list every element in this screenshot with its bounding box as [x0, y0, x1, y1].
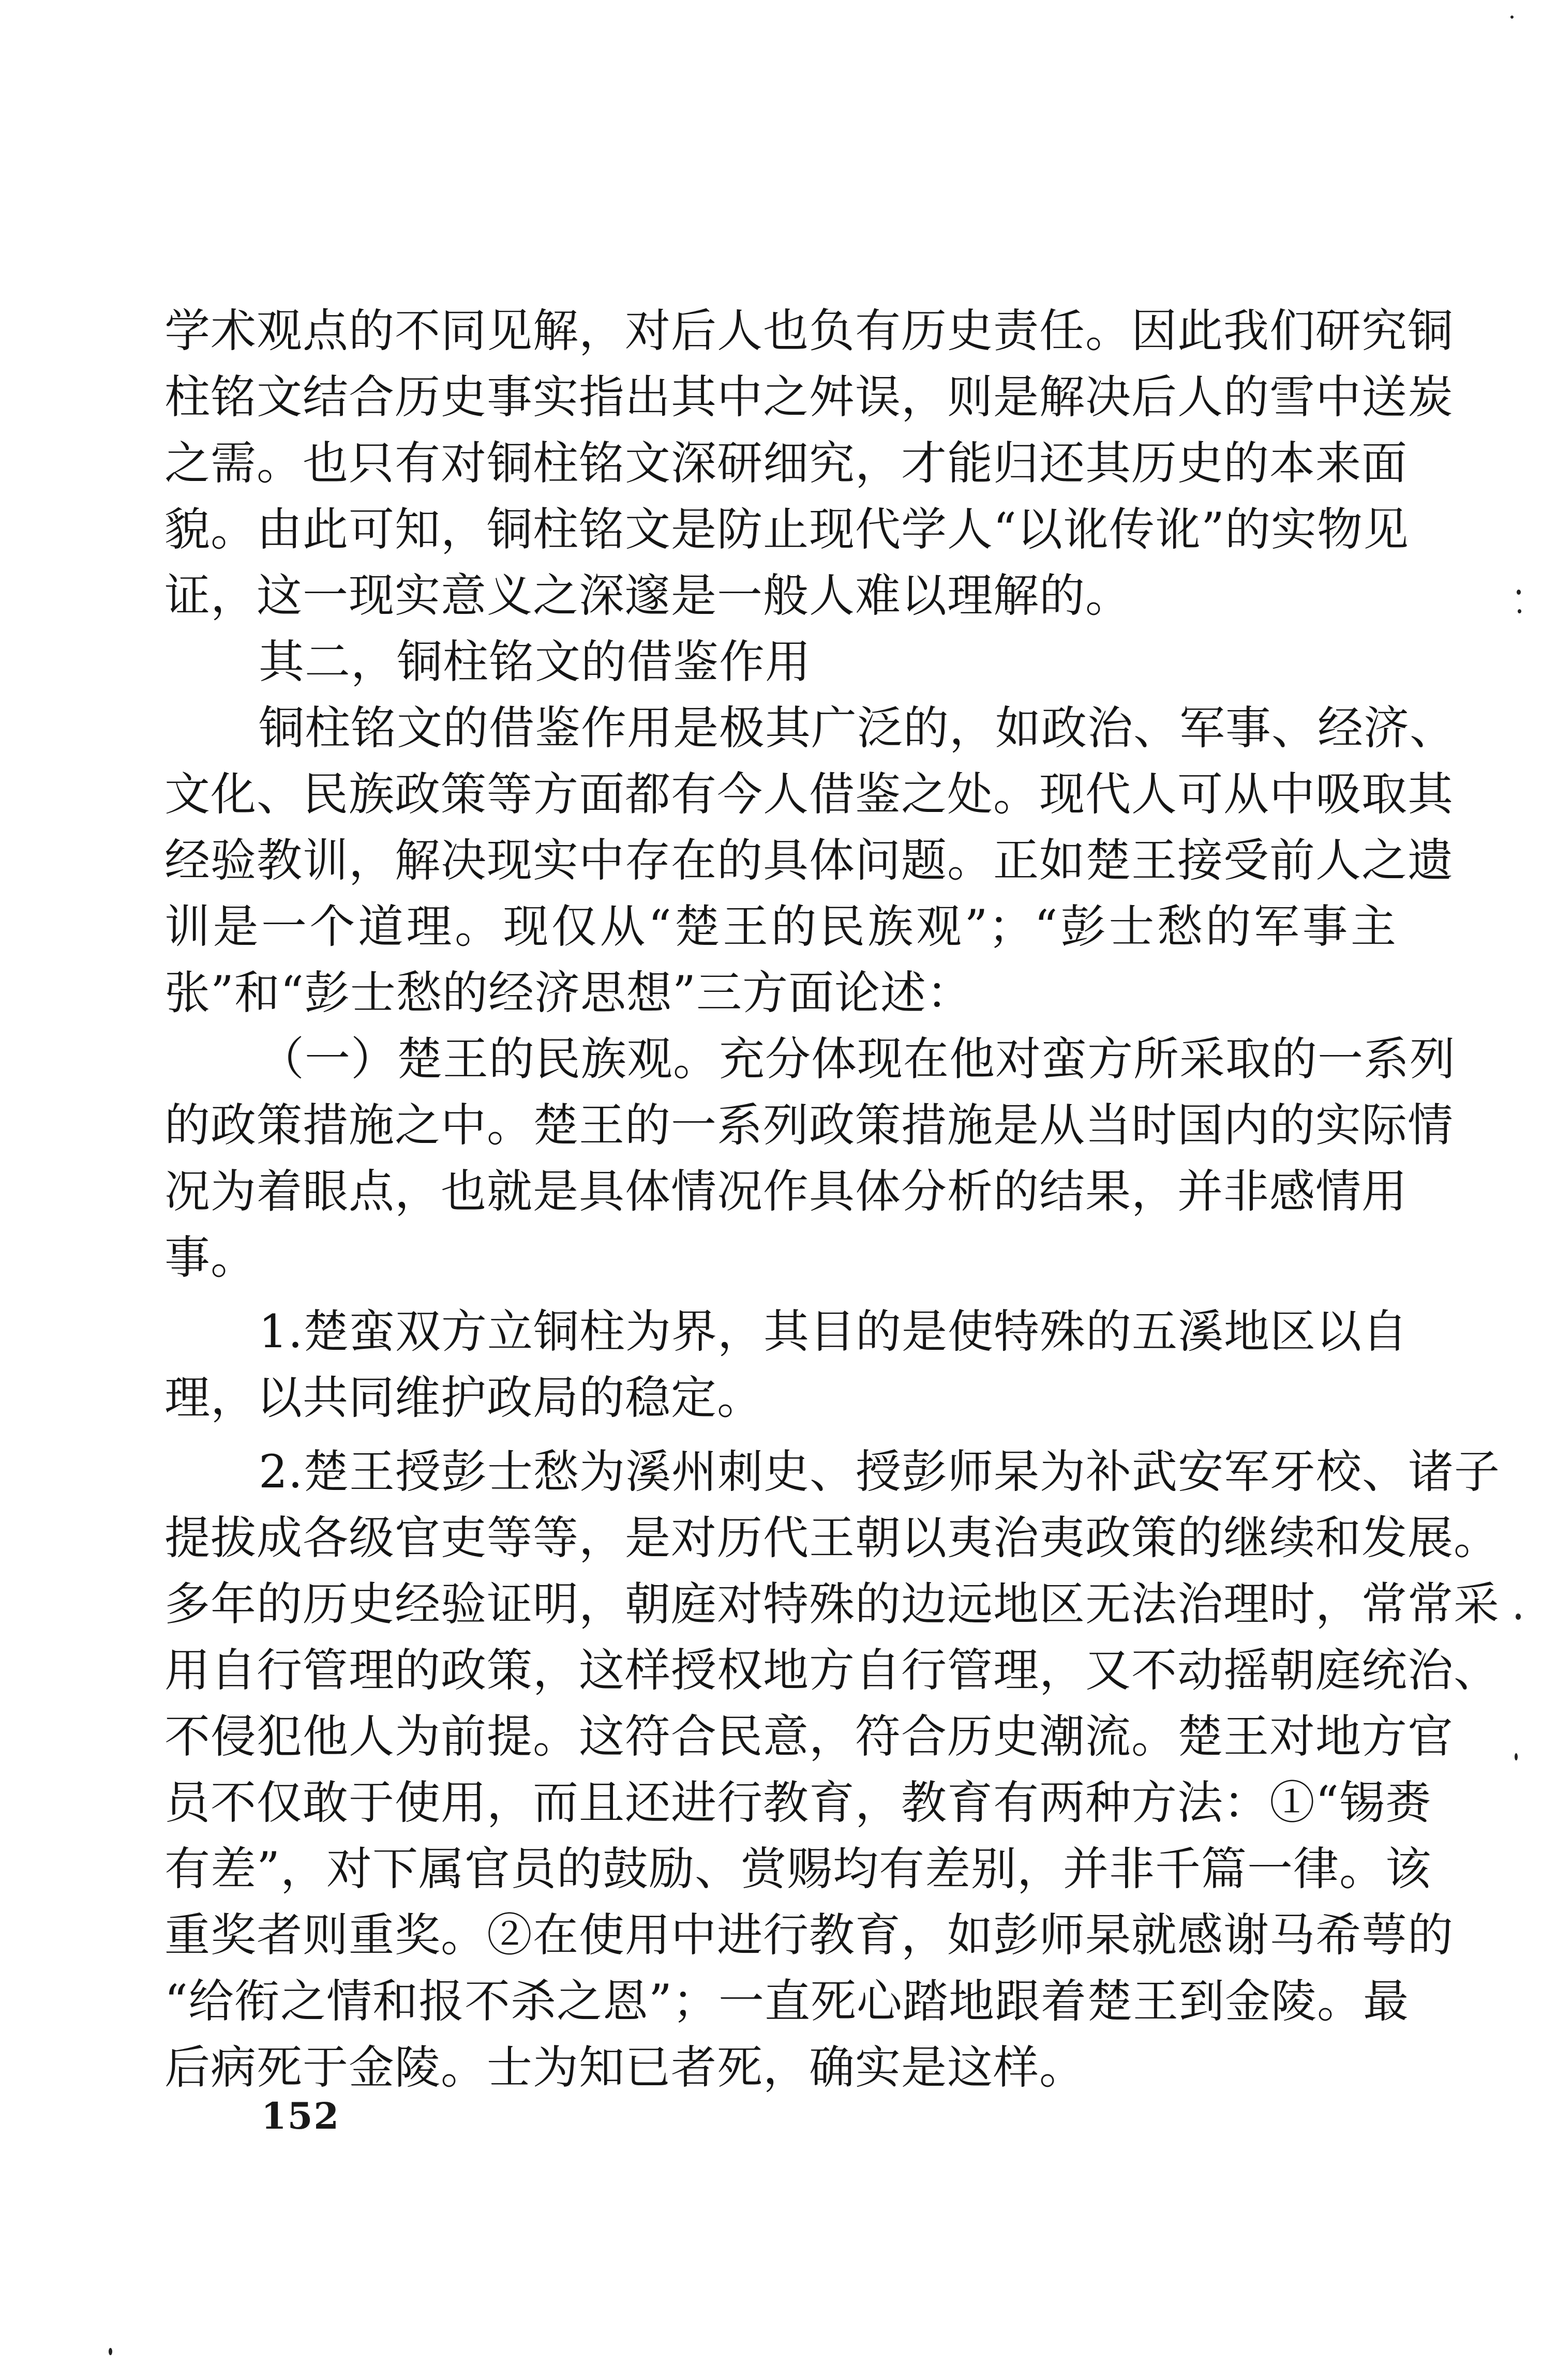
section-heading: 其二，铜柱铭文的借鉴作用: [259, 635, 812, 688]
text-line: 铜柱铭文的借鉴作用是极其广泛的，如政治、军事、经济、: [259, 701, 1456, 755]
text-line: 柱铭文结合历史事实指出其中之舛误，则是解决后人的雪中送炭: [164, 370, 1454, 424]
text-line: 文化、民族政策等方面都有今人借鉴之处。现代人可从中吸取其: [164, 767, 1454, 821]
scan-speck: [109, 2348, 112, 2355]
text-line: 有差”，对下属官员的鼓励、赏赐均有差别，并非千篇一律。该: [164, 1842, 1431, 1895]
text-line: （一）楚王的民族观。充分体现在他对蛮方所采取的一系列: [259, 1032, 1456, 1086]
text-line: 况为着眼点，也就是具体情况作具体分析的结果，并非感情用: [164, 1165, 1408, 1218]
text-line: 的政策措施之中。楚王的一系列政策措施是从当时国内的实际情: [164, 1098, 1454, 1152]
text-line: “给衔之情和报不杀之恩”；一直死心踏地跟着楚王到金陵。最: [164, 1975, 1409, 2028]
text-line: 事。: [164, 1231, 257, 1284]
text-line: 理，以共同维护政局的稳定。: [164, 1371, 763, 1424]
text-line: 训是一个道理。现仅从“楚王的民族观”；“彭士愁的军事主: [164, 900, 1397, 953]
text-line: 员不仅敢于使用，而且还进行教育，教育有两种方法：①“锡赉: [164, 1776, 1431, 1829]
text-line: 貌。由此可知，铜柱铭文是防止现代学人“以讹传讹”的实物见: [164, 503, 1409, 556]
text-line: 多年的历史经验证明，朝庭对特殊的边远地区无法治理时，常常采: [164, 1577, 1500, 1631]
page-number: 152: [261, 2095, 340, 2137]
text-line: 提拔成各级官吏等等，是对历代王朝以夷治夷政策的继续和发展。: [164, 1511, 1500, 1564]
scan-speck: [1515, 1753, 1518, 1760]
text-line: 2.楚王授彭士愁为溪州刺史、授彭师杲为补武安军牙校、诸子: [259, 1445, 1500, 1498]
text-line: 用自行管理的政策，这样授权地方自行管理，又不动摇朝庭统治、: [164, 1644, 1500, 1697]
text-line: 证，这一现实意义之深邃是一般人难以理解的。: [164, 569, 1132, 622]
scan-speck: [1518, 609, 1521, 613]
text-line: 后病死于金陵。士为知已者死，确实是这样。: [164, 2041, 1086, 2094]
scan-speck: [1510, 16, 1514, 19]
text-line: 1.楚蛮双方立铜柱为界，其目的是使特殊的五溪地区以自: [259, 1305, 1408, 1358]
scan-speck: [1516, 1614, 1521, 1620]
text-line: 张”和“彭士愁的经济思想”三方面论述：: [164, 966, 972, 1019]
text-line: 不侵犯他人为前提。这符合民意，符合历史潮流。楚王对地方官: [164, 1710, 1454, 1763]
text-line: 经验教训，解决现实中存在的具体问题。正如楚王接受前人之遗: [164, 834, 1454, 887]
scan-speck: [1517, 590, 1521, 595]
text-line: 之需。也只有对铜柱铭文深研细究，才能归还其历史的本来面: [164, 436, 1408, 490]
text-line: 重奖者则重奖。②在使用中进行教育，如彭师杲就感谢马希萼的: [164, 1908, 1454, 1962]
text-line: 学术观点的不同见解，对后人也负有历史责任。因此我们研究铜: [164, 304, 1454, 357]
